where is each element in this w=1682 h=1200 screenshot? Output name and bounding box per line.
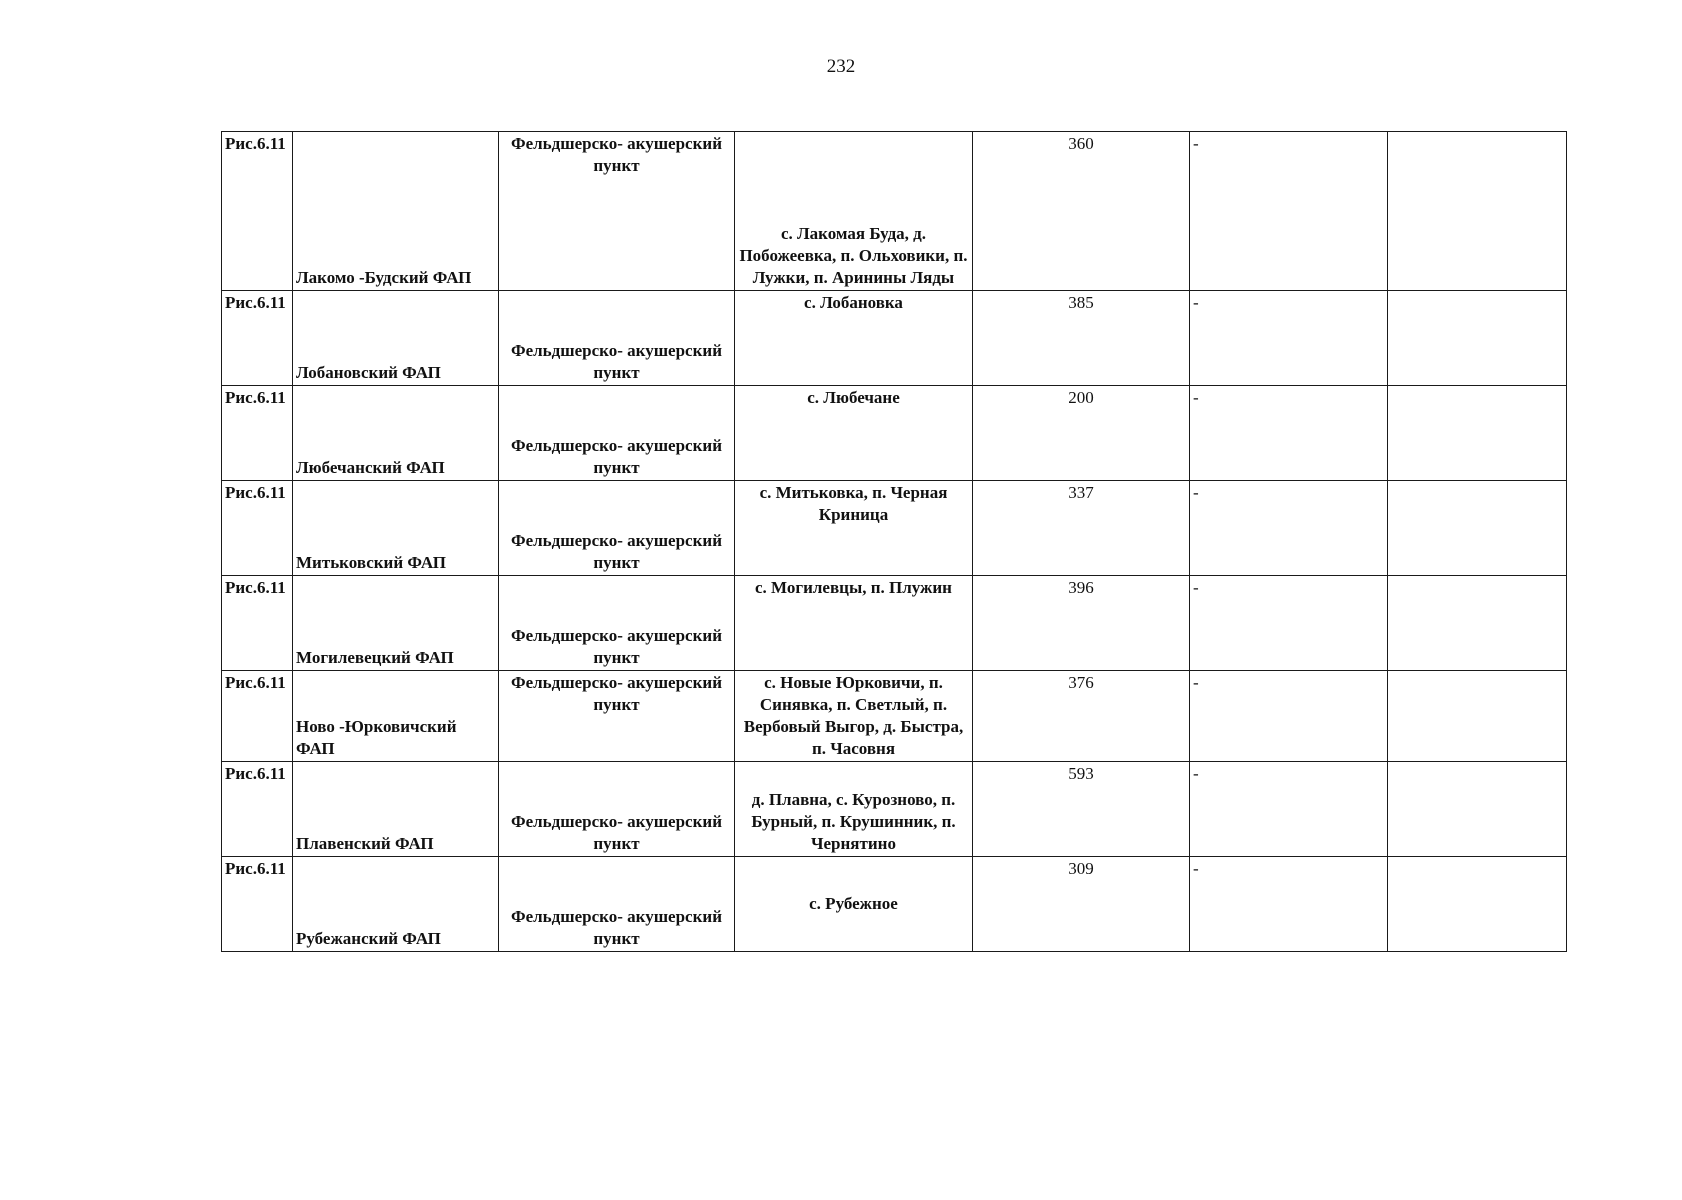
facility-name: Любечанский ФАП <box>293 386 499 481</box>
dash-mark: - <box>1190 762 1388 857</box>
facility-name: Митьковский ФАП <box>293 481 499 576</box>
empty-cell <box>1388 132 1567 291</box>
population-value: 593 <box>973 762 1190 857</box>
facility-name: Ново -Юрковичский ФАП <box>293 671 499 762</box>
figure-ref: Рис.6.11 <box>222 762 293 857</box>
facility-type: Фельдшерско- акушерский пункт <box>499 386 735 481</box>
empty-cell <box>1388 291 1567 386</box>
empty-cell <box>1388 671 1567 762</box>
dash-mark: - <box>1190 481 1388 576</box>
served-settlements: д. Плавна, с. Курозново, п. Бурный, п. Крушинник, п. Чернятино <box>735 762 973 857</box>
figure-ref: Рис.6.11 <box>222 576 293 671</box>
facility-type: Фельдшерско- акушерский пункт <box>499 857 735 952</box>
served-settlements: с. Любечане <box>735 386 973 481</box>
dash-mark: - <box>1190 291 1388 386</box>
empty-cell <box>1388 481 1567 576</box>
dash-mark: - <box>1190 576 1388 671</box>
facility-type: Фельдшерско- акушерский пункт <box>499 576 735 671</box>
population-value: 396 <box>973 576 1190 671</box>
facility-name: Плавенский ФАП <box>293 762 499 857</box>
figure-ref: Рис.6.11 <box>222 857 293 952</box>
table-row <box>222 386 1567 481</box>
empty-cell <box>1388 576 1567 671</box>
population-value: 385 <box>973 291 1190 386</box>
empty-cell <box>1388 762 1567 857</box>
dash-mark: - <box>1190 386 1388 481</box>
table-row <box>222 762 1567 857</box>
table-row <box>222 857 1567 952</box>
served-settlements: с. Новые Юрковичи, п. Синявка, п. Светлый, п. Вербовый Выгор, д. Быстра, п. Часовня <box>735 671 973 762</box>
facility-type: Фельдшерско- акушерский пункт <box>499 671 735 762</box>
figure-ref: Рис.6.11 <box>222 386 293 481</box>
served-settlements: с. Рубежное <box>735 857 973 952</box>
dash-mark: - <box>1190 857 1388 952</box>
figure-ref: Рис.6.11 <box>222 291 293 386</box>
facility-type: Фельдшерско- акушерский пункт <box>499 762 735 857</box>
facility-table <box>221 131 1567 952</box>
empty-cell <box>1388 386 1567 481</box>
facility-name: Лакомо -Будский ФАП <box>293 132 499 291</box>
facility-type: Фельдшерско- акушерский пункт <box>499 291 735 386</box>
population-value: 309 <box>973 857 1190 952</box>
page-number: 232 <box>826 56 856 77</box>
figure-ref: Рис.6.11 <box>222 671 293 762</box>
served-settlements: с. Лобановка <box>735 291 973 386</box>
served-settlements: с. Могилевцы, п. Плужин <box>735 576 973 671</box>
figure-ref: Рис.6.11 <box>222 132 293 291</box>
table-row <box>222 132 1567 291</box>
facility-name: Рубежанский ФАП <box>293 857 499 952</box>
population-value: 200 <box>973 386 1190 481</box>
dash-mark: - <box>1190 671 1388 762</box>
empty-cell <box>1388 857 1567 952</box>
population-value: 337 <box>973 481 1190 576</box>
served-settlements: с. Митьковка, п. Черная Криница <box>735 481 973 576</box>
population-value: 360 <box>973 132 1190 291</box>
facility-name: Лобановский ФАП <box>293 291 499 386</box>
dash-mark: - <box>1190 132 1388 291</box>
figure-ref: Рис.6.11 <box>222 481 293 576</box>
facility-type: Фельдшерско- акушерский пункт <box>499 481 735 576</box>
facility-type: Фельдшерско- акушерский пункт <box>499 132 735 291</box>
table-row <box>222 481 1567 576</box>
facility-name: Могилевецкий ФАП <box>293 576 499 671</box>
table-row <box>222 671 1567 762</box>
served-settlements: с. Лакомая Буда, д. Побожеевка, п. Ольховики, п. Лужки, п. Аринины Ляды <box>735 132 973 291</box>
table-row <box>222 576 1567 671</box>
table-row <box>222 291 1567 386</box>
population-value: 376 <box>973 671 1190 762</box>
